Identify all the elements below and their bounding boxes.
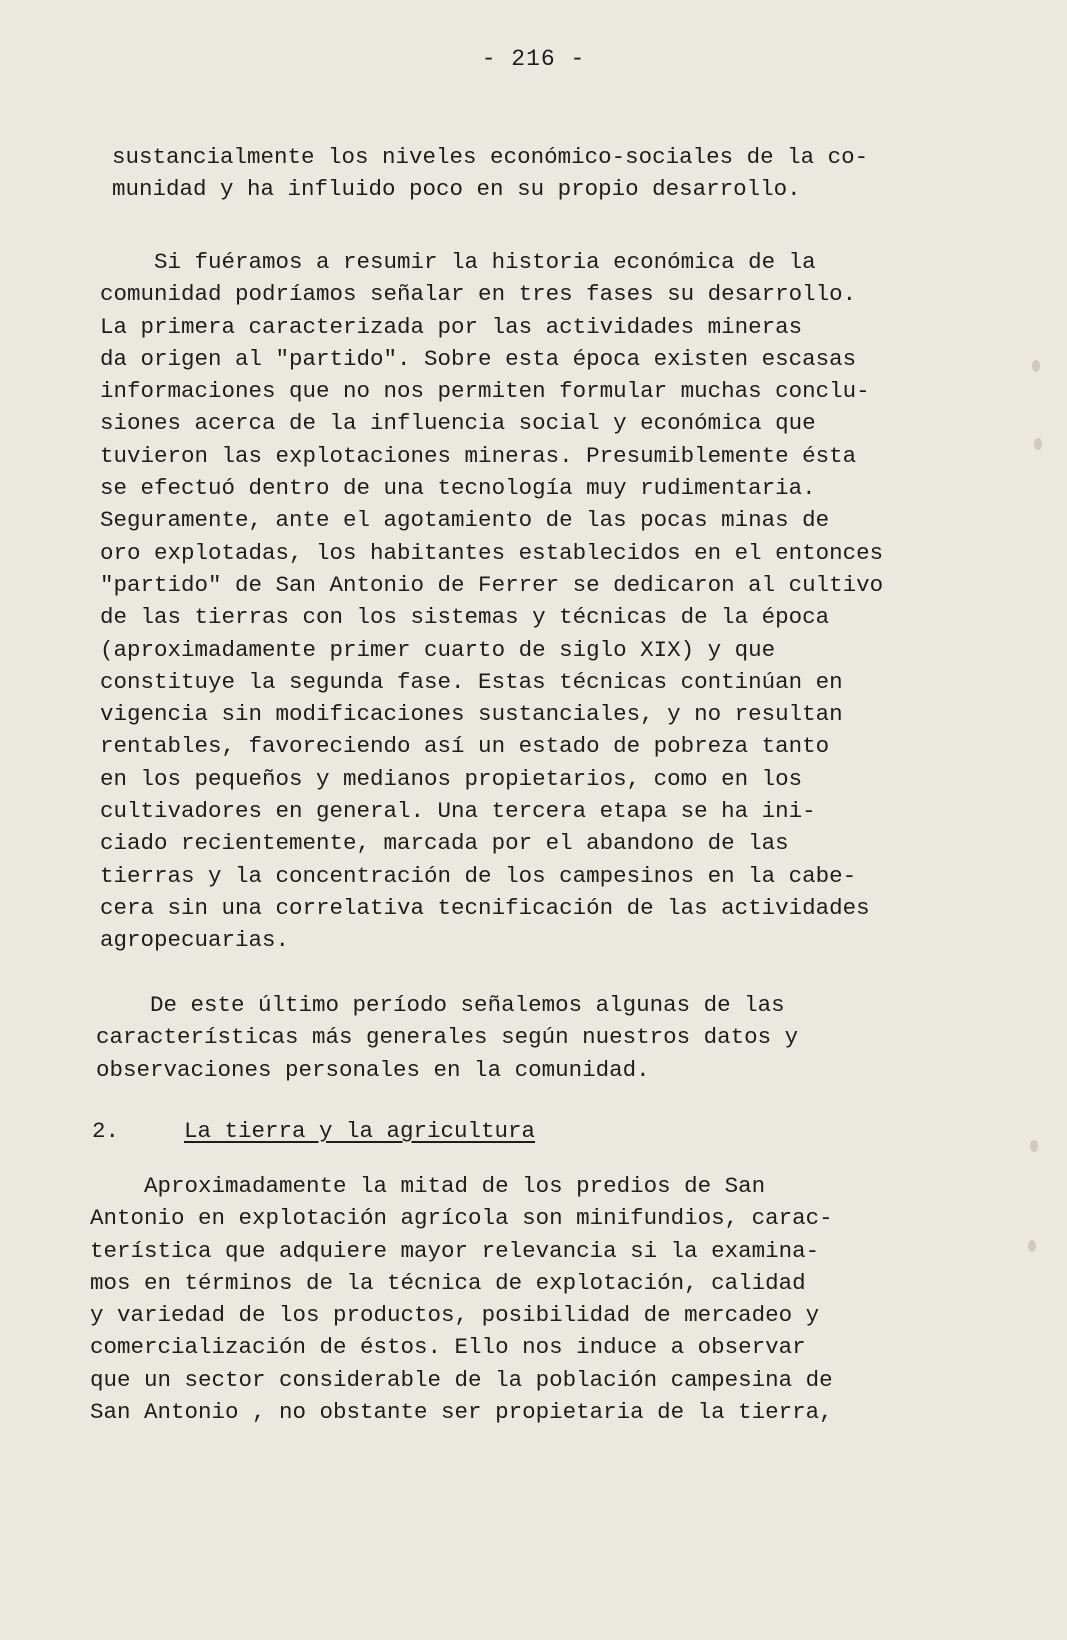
text-line: sustancialmente los niveles económico-sociales de la co- [112, 144, 869, 170]
text-line: vigencia sin modificaciones sustanciales, y no resultan [100, 701, 843, 728]
text-line: mos en términos de la técnica de explotación, calidad [90, 1269, 806, 1296]
paragraph-1 [112, 141, 868, 206]
text-line: en los pequeños y medianos propietarios, como en los [100, 765, 803, 792]
text-line: características más generales según nuestros datos y [96, 1024, 799, 1051]
bleed-through-mark [1030, 1140, 1038, 1152]
text-line: "partido" de San Antonio de Ferrer se dedicaron al cultivo [100, 571, 884, 598]
text-line: La primera caracterizada por las actividades mineras [100, 313, 803, 340]
text-line: observaciones personales en la comunidad. [96, 1056, 650, 1083]
text-line: rentables, favoreciendo así un estado de pobreza tanto [100, 733, 830, 760]
section-title: La tierra y la agricultura [184, 1118, 536, 1144]
text-line: agropecuarias. [100, 927, 290, 954]
section-heading [92, 1116, 535, 1146]
bleed-through-mark [1028, 1240, 1036, 1252]
text-line: Si fuéramos a resumir la historia económica de la [100, 249, 816, 275]
text-line: Seguramente, ante el agotamiento de las pocas minas de [100, 507, 830, 534]
text-line: informaciones que no nos permiten formular muchas conclu- [100, 378, 870, 405]
text-line: tierras y la concentración de los campesinos en la cabe- [100, 862, 857, 889]
text-line: que un sector considerable de la población campesina de [90, 1366, 833, 1393]
paragraph-3 [96, 989, 798, 1086]
text-line: siones acerca de la influencia social y económica que [100, 410, 816, 437]
text-line: cera sin una correlativa tecnificación de las actividades [100, 894, 870, 921]
bleed-through-mark [1032, 360, 1040, 372]
text-line: cultivadores en general. Una tercera etapa se ha ini- [100, 798, 816, 825]
paragraph-4 [90, 1170, 833, 1428]
text-line: San Antonio , no obstante ser propietaria de la tierra, [90, 1399, 833, 1426]
text-line: tuvieron las explotaciones mineras. Presumiblemente ésta [100, 442, 857, 469]
text-line: se efectuó dentro de una tecnología muy rudimentaria. [100, 475, 816, 502]
text-line: da origen al "partido". Sobre esta época existen escasas [100, 345, 857, 372]
text-line: oro explotadas, los habitantes establecidos en el entonces [100, 539, 884, 566]
page-number: - 216 - [481, 46, 586, 72]
text-line: y variedad de los productos, posibilidad de mercadeo y [90, 1302, 820, 1329]
text-line: comunidad podríamos señalar en tres fases su desarrollo. [100, 281, 857, 308]
text-line: constituye la segunda fase. Estas técnicas continúan en [100, 668, 843, 695]
text-line: (aproximadamente primer cuarto de siglo XIX) y que [100, 636, 776, 663]
text-line: terística que adquiere mayor relevancia si la examina- [90, 1237, 820, 1264]
text-line: comercialización de éstos. Ello nos induce a observar [90, 1334, 806, 1361]
text-line: munidad y ha influido poco en su propio desarrollo. [112, 176, 801, 203]
bleed-through-mark [1034, 438, 1042, 450]
text-line: Aproximadamente la mitad de los predios de San [90, 1173, 766, 1199]
text-line: de las tierras con los sistemas y técnicas de la época [100, 604, 830, 631]
paragraph-2 [100, 246, 883, 957]
text-line: Antonio en explotación agrícola son minifundios, carac- [90, 1205, 833, 1232]
section-number: 2. [92, 1118, 120, 1144]
text-line: De este último período señalemos algunas de las [96, 992, 785, 1018]
text-line: ciado recientemente, marcada por el abandono de las [100, 830, 789, 857]
